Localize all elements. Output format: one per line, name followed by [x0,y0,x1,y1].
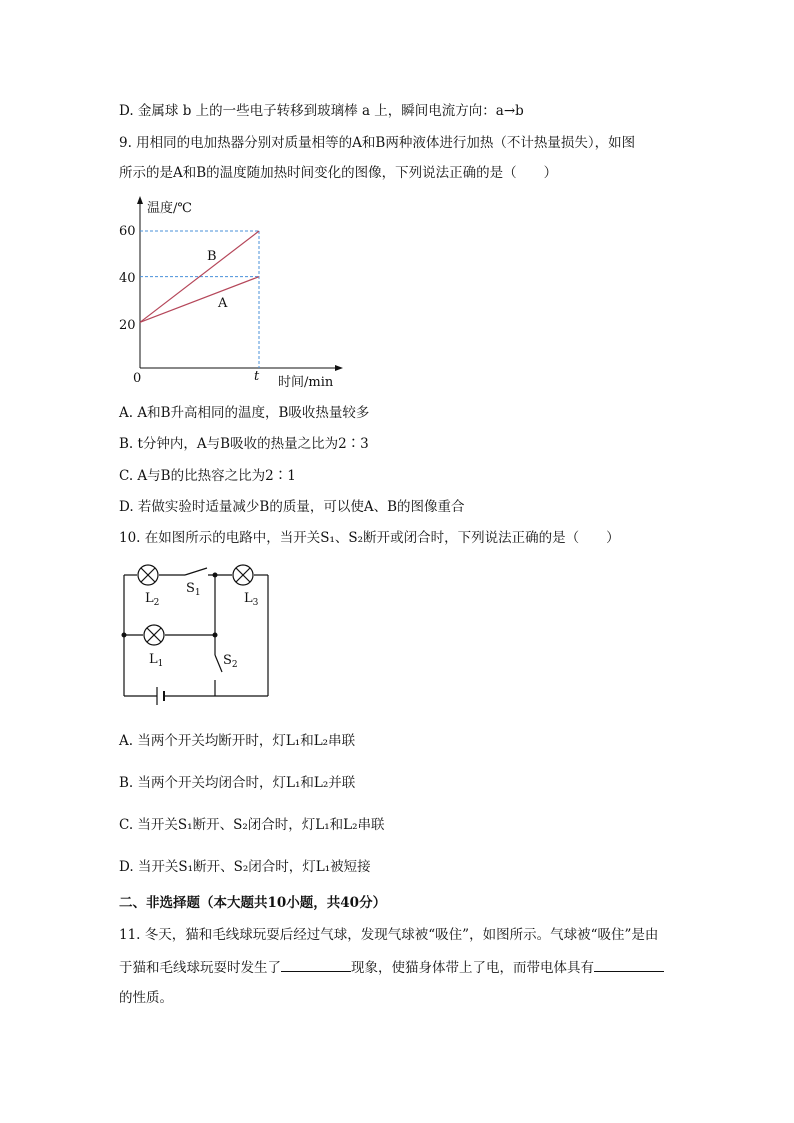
series-line-a [140,277,259,323]
q11-line3: 的性质。 [119,990,173,1006]
lamp-l3-icon [233,565,253,585]
q9-option-d: D. 若做实验时适量减少B的质量，可以使A、B的图像重合 [119,499,465,515]
junction-dot [213,633,218,638]
label-s2: $S_2$ [223,653,238,670]
q10-circuit-diagram [115,560,280,705]
q10-stem: 10. 在如图所示的电路中，当开关S₁、S₂断开或闭合时，下列说法正确的是（ ） [119,530,620,546]
q8-option-d: D. 金属球 b 上的一些电子转移到玻璃棒 a 上，瞬间电流方向：a→b [119,103,524,119]
label-l1: $L_1$ [149,652,164,669]
x-tick-t: t [254,369,260,384]
q9-stem-line1: 9. 用相同的电加热器分别对质量相等的A和B两种液体进行加热（不计热量损失），如图 [119,135,636,151]
y-tick-60: 60 [119,224,136,239]
q11-line2-part-a: 于猫和毛线球玩耍时发生了 [119,960,281,976]
q9-stem-line2: 所示的是A和B的温度随加热时间变化的图像，下列说法正确的是（ ） [119,165,558,181]
x-axis-arrow [335,365,343,371]
q9-option-a: A. A和B升高相同的温度，B吸收热量较多 [119,405,370,421]
x-tick-0: 0 [133,371,142,386]
y-tick-40: 40 [119,271,136,286]
answer-blank-1[interactable] [281,957,351,972]
answer-blank-2[interactable] [594,957,664,972]
series-label-a: A [218,296,228,311]
q10-option-d: D. 当开关S₁断开、S₂闭合时，灯L₁被短接 [119,859,371,875]
series-label-b: B [207,249,217,264]
q9-option-c: C. A与B的比热容之比为2∶1 [119,468,296,484]
q10-option-c: C. 当开关S₁断开、S₂闭合时，灯L₁和L₂串联 [119,817,385,833]
label-l2: $L_2$ [145,591,160,608]
q10-option-b: B. 当两个开关均闭合时，灯L₁和L₂并联 [119,775,356,791]
junction-dot [122,633,127,638]
x-axis-label: 时间/min [278,375,334,390]
q9-temperature-chart [115,190,355,390]
section-2-heading: 二、非选择题（本大题共10小题，共40分） [119,895,387,911]
junction-dot [213,573,218,578]
q11-line2 [119,957,664,978]
label-l3: $L_3$ [244,591,259,608]
q10-option-a: A. 当两个开关均断开时，灯L₁和L₂串联 [119,733,356,749]
lamp-l2-icon [138,565,158,585]
q11-line1: 11. 冬天，猫和毛线球玩耍后经过气球，发现气球被“吸住”，如图所示。气球被“吸住”是由 [119,927,659,943]
y-tick-20: 20 [119,318,136,333]
q9-option-b: B. t分钟内，A与B吸收的热量之比为2∶3 [119,436,369,452]
label-s1: $S_1$ [186,581,201,598]
q11-line2-part-b: 现象，使猫身体带上了电，而带电体具有 [351,960,594,976]
lamp-l1-icon [144,625,164,645]
y-axis-arrow [137,196,143,204]
y-axis-label: 温度/℃ [147,201,192,216]
